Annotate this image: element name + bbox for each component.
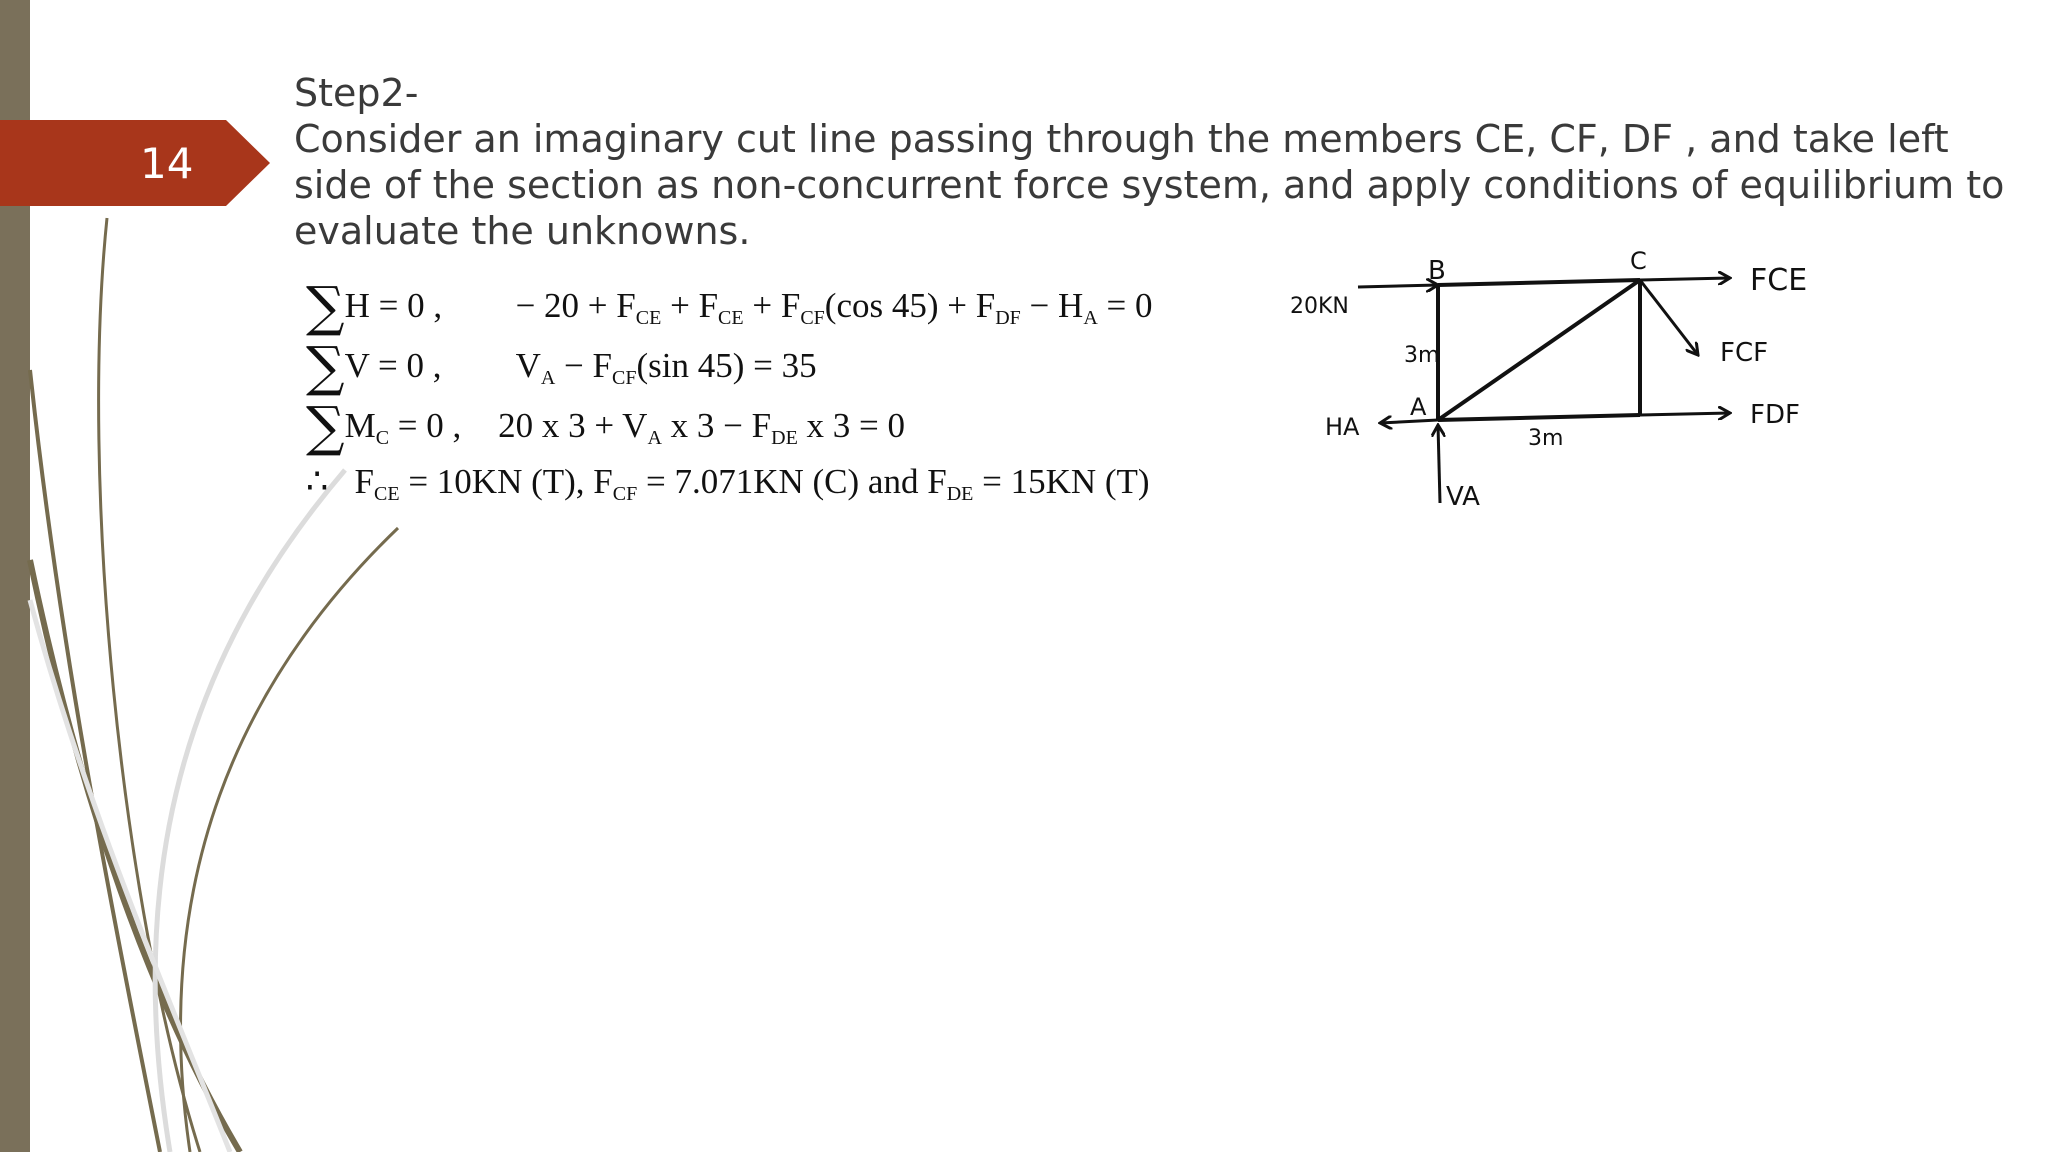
step-description: Consider an imaginary cut line passing through the members CE, CF, DF , and take left side of the section as non-concurrent force system, and apply conditions of equilibrium to evaluate the unknowns. <box>294 117 2005 253</box>
label-fdf: FDF <box>1750 400 1800 430</box>
equation-sum-mc: $\sum M_C = 0$ , 20 x $3 + V_A$ x $3 - F_{DE}$ x 3 = 0 <box>306 395 906 458</box>
body-text <box>294 70 2014 254</box>
label-span: 3m <box>1528 426 1564 451</box>
label-load: 20KN <box>1290 294 1349 319</box>
load-20kn-arrow <box>1358 285 1438 287</box>
label-height: 3m <box>1404 343 1440 368</box>
label-b: B <box>1428 256 1446 286</box>
reaction-va-arrow <box>1438 425 1440 503</box>
label-a: A <box>1410 393 1427 421</box>
force-fce-arrow <box>1640 278 1730 280</box>
page-number: 14 <box>140 139 194 188</box>
label-fce: FCE <box>1750 263 1808 298</box>
member-ac <box>1438 280 1640 420</box>
sigma-symbol: ∑ <box>306 395 345 458</box>
sigma-symbol: ∑ <box>306 275 345 338</box>
force-fcf-arrow <box>1640 280 1698 355</box>
equation-sum-v: ∑V = 0 , $V_A - F_{CF}(\sin$ 45) = 35 <box>306 335 817 398</box>
member-bc <box>1438 280 1640 285</box>
sigma-symbol: ∑ <box>306 335 345 398</box>
reaction-ha-arrow <box>1380 420 1438 423</box>
equation-sum-h: ∑H = 0 , − $20 + F_{CE} + F_{CE} + F_{CF}(\cos$ $45) + F_{DF} - H_A = 0$ <box>306 275 1153 338</box>
label-c: C <box>1630 247 1647 275</box>
equation-result: ∴ $F_{CE} = 10KN$ (T), $F_{CF} = 7.071KN$ (C) and $F_{DE} = 15KN$ (T) <box>306 462 1150 505</box>
label-ha: HA <box>1325 413 1360 441</box>
label-fcf: FCF <box>1720 338 1769 368</box>
member-ad <box>1438 415 1640 420</box>
label-va: VA <box>1446 482 1480 512</box>
truss-free-body-diagram <box>1280 245 1820 525</box>
force-fdf-arrow <box>1640 413 1730 415</box>
step-heading: Step2- <box>294 71 419 115</box>
